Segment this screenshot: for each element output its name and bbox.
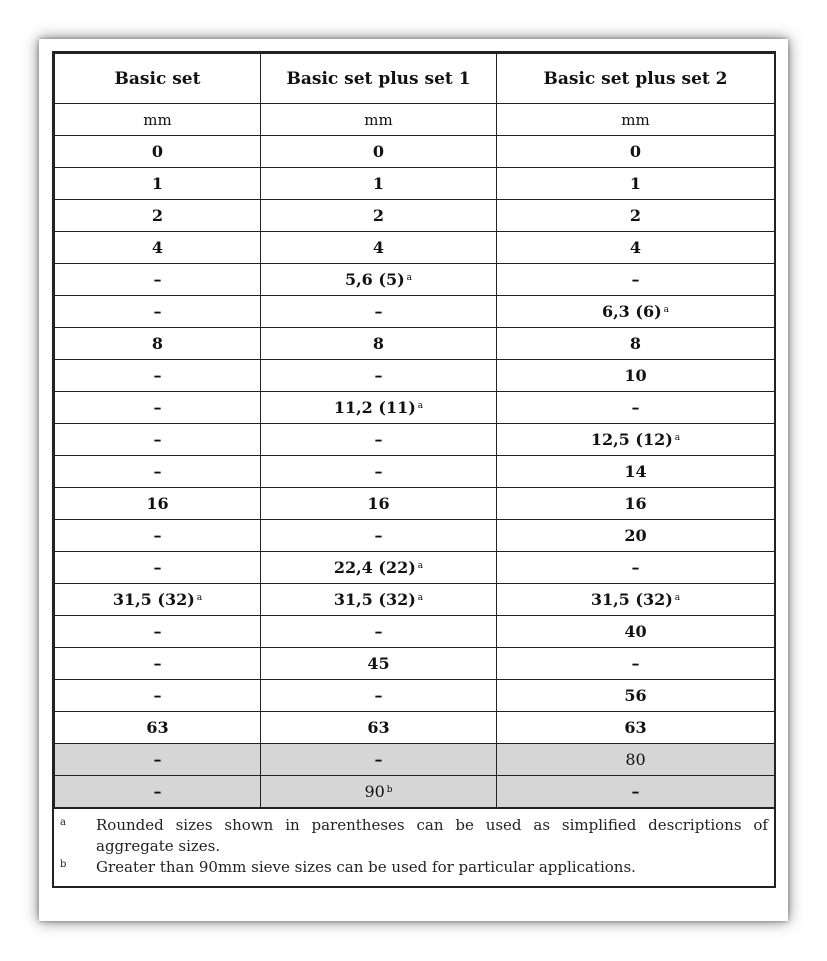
table-cell [497, 616, 775, 648]
cell-value: 20 [624, 526, 647, 545]
table-cell [261, 232, 497, 264]
table-row [55, 520, 775, 552]
table-cell [55, 136, 261, 168]
table-cell [55, 168, 261, 200]
table-row [55, 744, 775, 776]
table-cell [55, 680, 261, 712]
footnote-text: Rounded sizes shown in parentheses can be used as simplified descriptions of aggregate sizes. [96, 816, 768, 855]
table-row [55, 488, 775, 520]
table-cell [261, 392, 497, 424]
footnote-ref: a [406, 273, 413, 283]
table-cell [497, 712, 775, 744]
table-row [55, 392, 775, 424]
table-cell [497, 232, 775, 264]
table-cell [497, 648, 775, 680]
cell-value: 31,5 (32) [333, 590, 416, 609]
cell-value: 4 [629, 238, 642, 257]
table-cell [261, 744, 497, 776]
cell-value: – [374, 750, 383, 769]
cell-value: – [153, 750, 162, 769]
table-cell [55, 488, 261, 520]
table-cell [261, 424, 497, 456]
table-cell [497, 360, 775, 392]
footnote-ref: b [386, 785, 393, 795]
cell-value: 31,5 (32) [590, 590, 673, 609]
header-row [55, 54, 775, 104]
table-cell [55, 456, 261, 488]
cell-value: – [153, 462, 162, 481]
table-cell [55, 232, 261, 264]
table-row [55, 616, 775, 648]
cell-value: – [153, 526, 162, 545]
table-cell [497, 552, 775, 584]
table-cell [55, 296, 261, 328]
cell-value: – [374, 622, 383, 641]
table-cell [55, 776, 261, 808]
cell-value: – [374, 462, 383, 481]
cell-value: 63 [146, 718, 169, 737]
cell-value: 14 [624, 462, 647, 481]
cell-value: 11,2 (11) [333, 398, 416, 417]
table-row [55, 648, 775, 680]
footnote-ref: a [663, 305, 670, 315]
cell-value: 16 [367, 494, 390, 513]
cell-value: 80 [625, 750, 646, 769]
cell-value: 12,5 (12) [590, 430, 673, 449]
table-cell [261, 520, 497, 552]
footnote [60, 815, 768, 857]
document-card [39, 39, 788, 921]
table-cell [261, 136, 497, 168]
table-cell [497, 584, 775, 616]
cell-value: – [153, 654, 162, 673]
cell-value: 45 [367, 654, 390, 673]
table-cell [497, 200, 775, 232]
cell-value: 31,5 (32) [112, 590, 195, 609]
cell-value: 16 [624, 494, 647, 513]
cell-value: – [153, 398, 162, 417]
table-row [55, 456, 775, 488]
table-body [55, 104, 775, 808]
table-cell [497, 680, 775, 712]
footnote-ref: a [417, 401, 424, 411]
table-cell [497, 392, 775, 424]
cell-value: – [153, 302, 162, 321]
table-cell [261, 616, 497, 648]
column-header-set-1: Basic set plus set 1 [261, 54, 497, 104]
table-cell [497, 456, 775, 488]
table-cell [55, 744, 261, 776]
cell-value: 4 [372, 238, 385, 257]
cell-value: 8 [151, 334, 164, 353]
table-cell [261, 776, 497, 808]
cell-value: – [153, 558, 162, 577]
footnote [60, 857, 768, 878]
table-cell [55, 360, 261, 392]
table-cell [55, 520, 261, 552]
cell-value: – [153, 270, 162, 289]
table-cell [261, 680, 497, 712]
table-row [55, 232, 775, 264]
cell-value: 2 [629, 206, 642, 225]
table-cell [55, 200, 261, 232]
cell-value: – [153, 430, 162, 449]
cell-value: 0 [629, 142, 642, 161]
table-row [55, 552, 775, 584]
table-cell [497, 168, 775, 200]
table-row [55, 264, 775, 296]
cell-value: – [153, 622, 162, 641]
footnote-ref: a [674, 433, 681, 443]
cell-value: 0 [151, 142, 164, 161]
table-cell [55, 712, 261, 744]
table-cell [261, 264, 497, 296]
table-cell [497, 776, 775, 808]
table-row [55, 424, 775, 456]
table-cell [55, 392, 261, 424]
table-row [55, 776, 775, 808]
table-cell [261, 584, 497, 616]
cell-value: 6,3 (6) [601, 302, 662, 321]
column-header-set-2: Basic set plus set 2 [497, 54, 775, 104]
cell-value: – [374, 526, 383, 545]
cell-value: – [631, 782, 640, 801]
table-row [55, 712, 775, 744]
cell-value: – [374, 686, 383, 705]
unit-cell: mm [497, 104, 775, 136]
table-cell [497, 744, 775, 776]
table-row [55, 296, 775, 328]
cell-value: – [153, 686, 162, 705]
cell-value: 63 [624, 718, 647, 737]
cell-value: 8 [372, 334, 385, 353]
cell-value: 40 [624, 622, 647, 641]
footnote-text: Greater than 90mm sieve sizes can be used for particular applications. [96, 858, 636, 876]
unit-cell: mm [55, 104, 261, 136]
table-cell [55, 424, 261, 456]
footnote-ref: a [417, 561, 424, 571]
table-cell [55, 648, 261, 680]
table-cell [497, 424, 775, 456]
cell-value: 63 [367, 718, 390, 737]
table-row [55, 584, 775, 616]
cell-value: – [374, 430, 383, 449]
table-cell [55, 328, 261, 360]
cell-value: – [153, 782, 162, 801]
cell-value: 10 [624, 366, 647, 385]
cell-value: – [374, 366, 383, 385]
sieve-size-table-frame [52, 51, 776, 888]
table-footnotes [54, 808, 774, 886]
table-cell [261, 168, 497, 200]
cell-value: 0 [372, 142, 385, 161]
table-cell [261, 712, 497, 744]
cell-value: – [153, 366, 162, 385]
footnote-ref: a [674, 593, 681, 603]
cell-value: – [631, 398, 640, 417]
table-cell [497, 296, 775, 328]
table-row [55, 136, 775, 168]
table-cell [261, 648, 497, 680]
cell-value: 5,6 (5) [344, 270, 405, 289]
table-cell [261, 552, 497, 584]
table-cell [497, 136, 775, 168]
table-cell [497, 328, 775, 360]
cell-value: 2 [151, 206, 164, 225]
table-row [55, 328, 775, 360]
cell-value: 1 [151, 174, 164, 193]
footnote-ref: a [196, 593, 203, 603]
cell-value: 1 [629, 174, 642, 193]
table-row [55, 200, 775, 232]
footnote-ref: a [417, 593, 424, 603]
table-cell [261, 488, 497, 520]
table-cell [261, 360, 497, 392]
table-cell [55, 264, 261, 296]
table-row [55, 680, 775, 712]
cell-value: 22,4 (22) [333, 558, 416, 577]
cell-value: – [374, 302, 383, 321]
table-cell [261, 328, 497, 360]
table-cell [497, 264, 775, 296]
cell-value: 56 [624, 686, 647, 705]
cell-value: – [631, 654, 640, 673]
cell-value: – [631, 558, 640, 577]
table-cell [261, 456, 497, 488]
units-row [55, 104, 775, 136]
table-cell [497, 488, 775, 520]
column-header-basic-set: Basic set [55, 54, 261, 104]
unit-cell: mm [261, 104, 497, 136]
cell-value: 90 [364, 782, 385, 801]
cell-value: – [631, 270, 640, 289]
cell-value: 8 [629, 334, 642, 353]
cell-value: 1 [372, 174, 385, 193]
cell-value: 4 [151, 238, 164, 257]
table-cell [261, 296, 497, 328]
table-row [55, 360, 775, 392]
table-cell [497, 520, 775, 552]
cell-value: 2 [372, 206, 385, 225]
table-cell [55, 584, 261, 616]
cell-value: 16 [146, 494, 169, 513]
footnote-mark: b [60, 859, 67, 870]
sieve-size-table [54, 53, 775, 808]
table-cell [55, 616, 261, 648]
footnote-mark: a [60, 817, 66, 828]
clipped-text-above [0, 0, 827, 3]
table-cell [261, 200, 497, 232]
table-row [55, 168, 775, 200]
table-cell [55, 552, 261, 584]
